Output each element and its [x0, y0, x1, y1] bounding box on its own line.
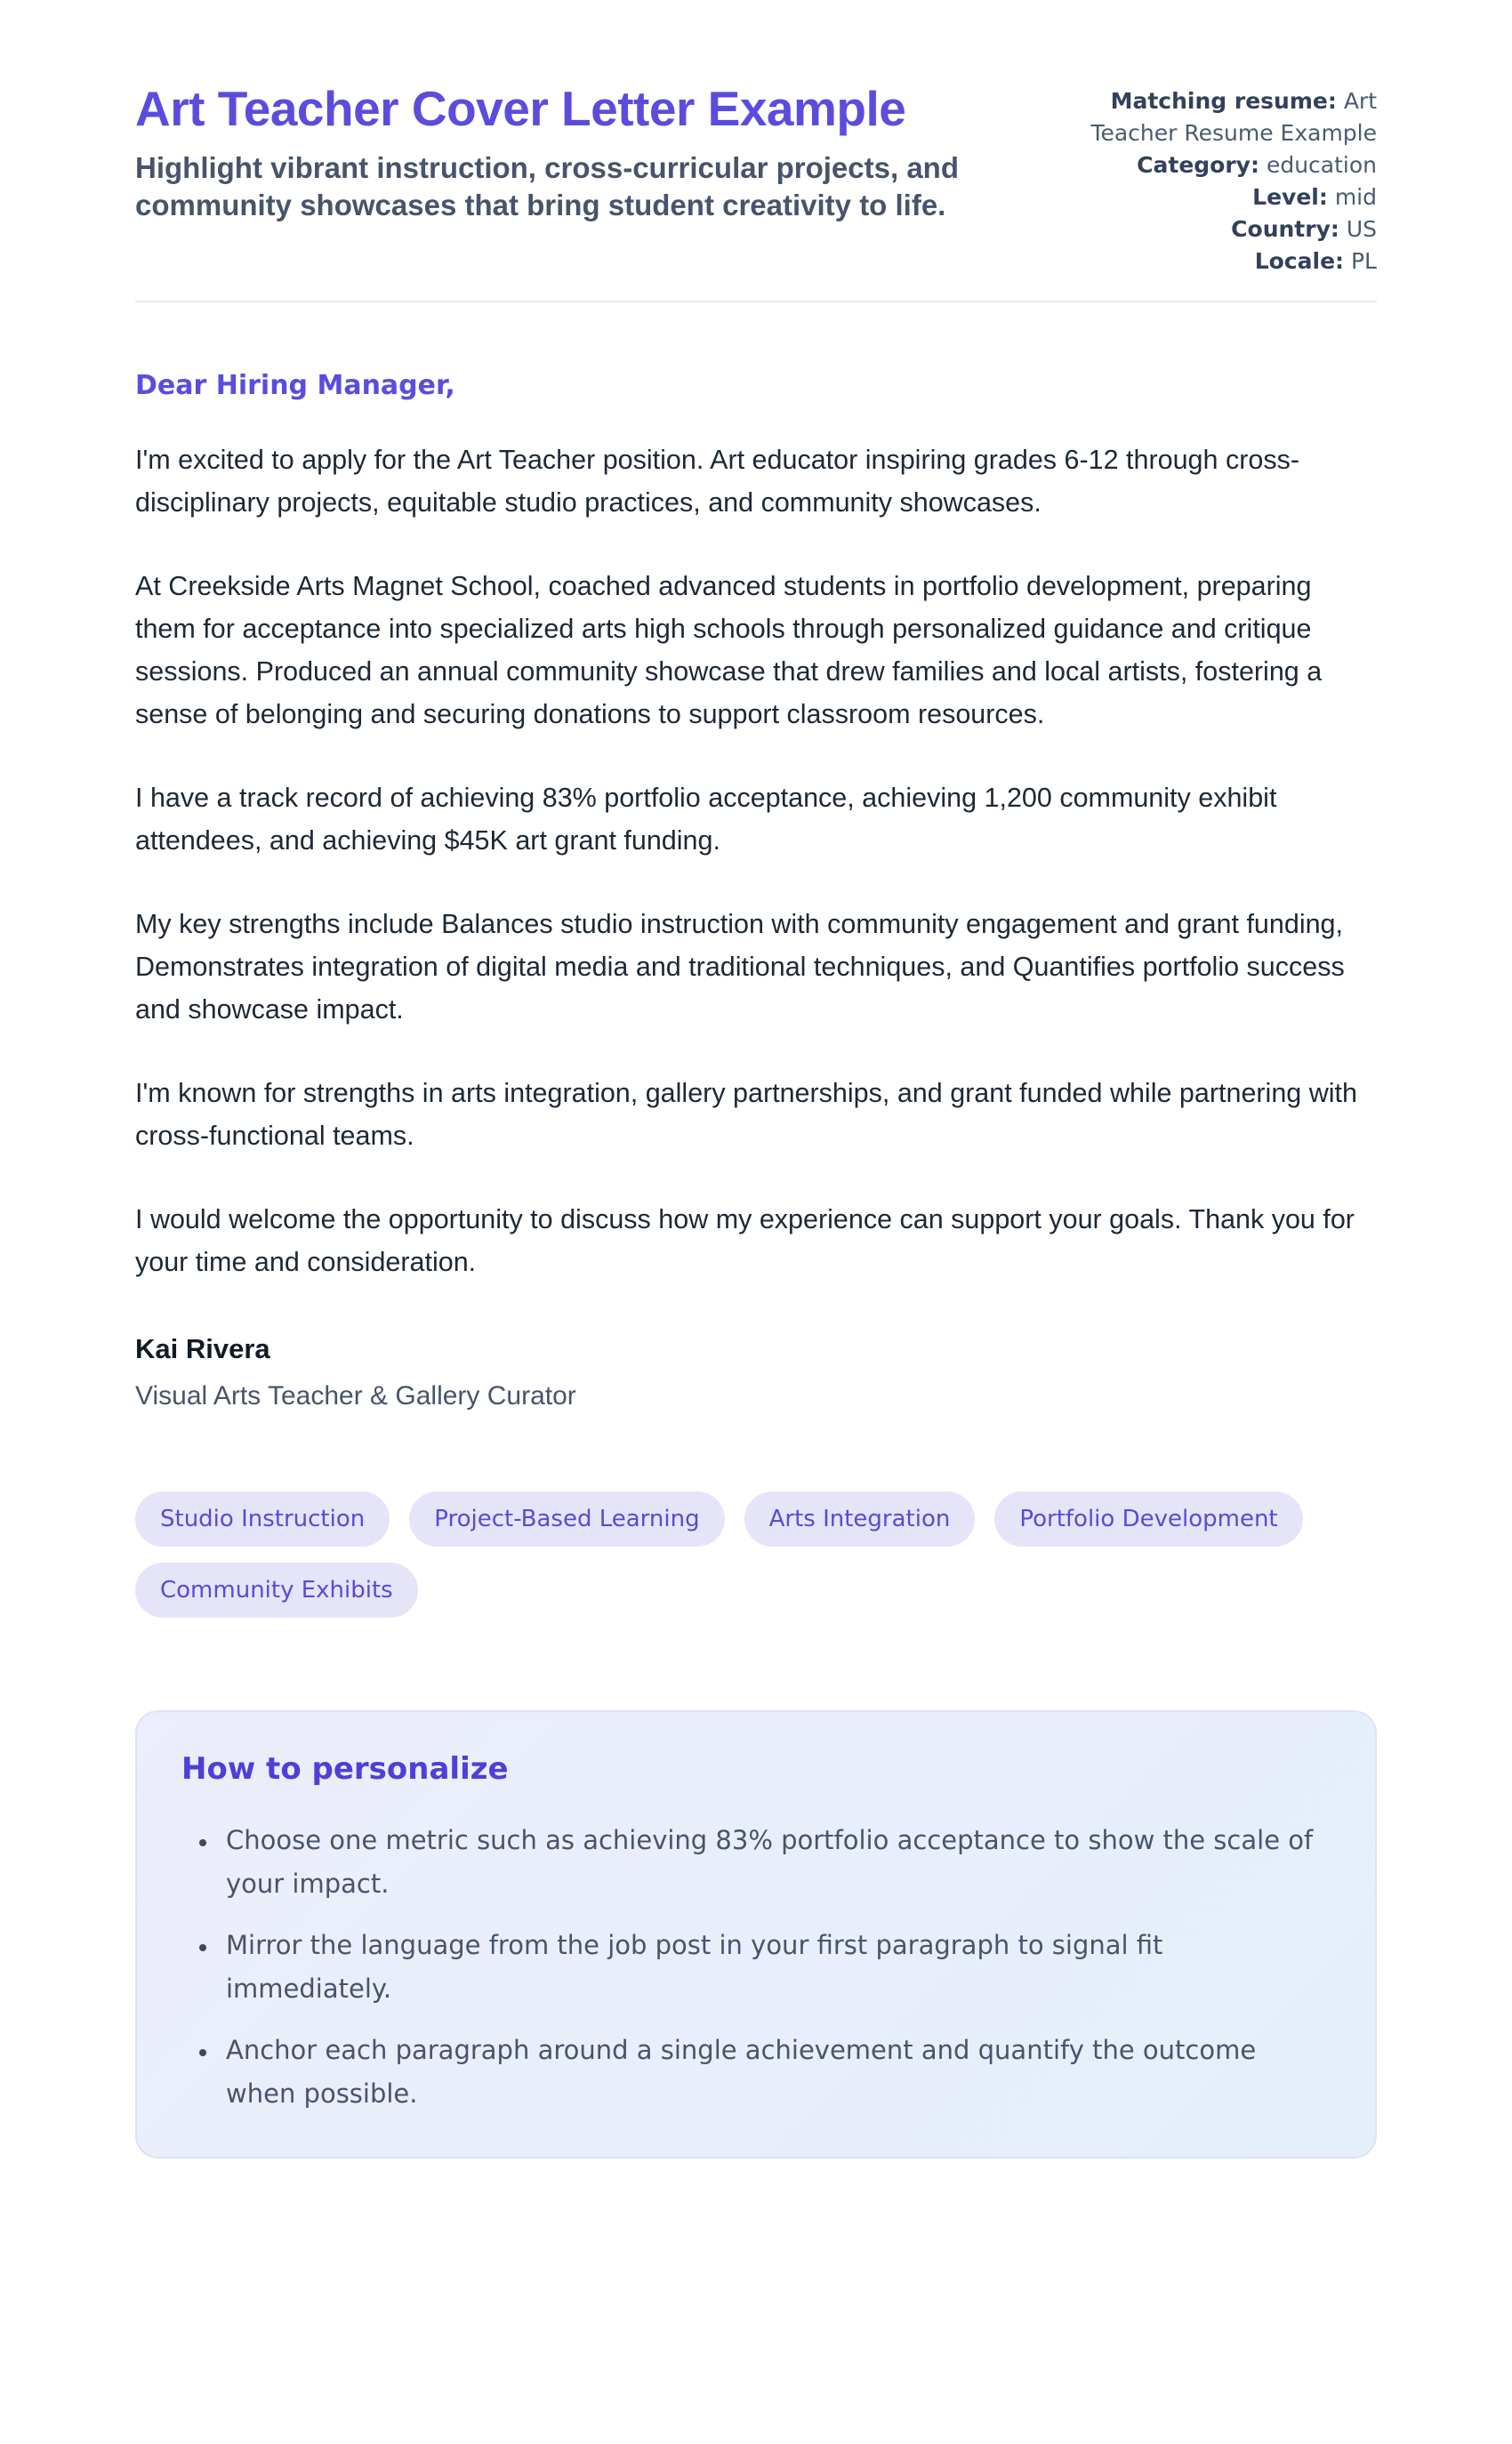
meta-value: PL — [1350, 248, 1377, 274]
meta-row-locale — [1070, 245, 1377, 277]
meta-row-country — [1070, 213, 1377, 245]
personalize-tip-text: Choose one metric such as achieving 83% portfolio acceptance to show the scale of your impact. — [226, 1825, 1314, 1899]
meta-value: mid — [1334, 184, 1377, 210]
letter-paragraph: I'm excited to apply for the Art Teacher position. Art educator inspiring grades 6-12 through cross-disciplinary projects, equitable studio practices, and community showcases. — [135, 445, 1299, 518]
meta-value: education — [1266, 152, 1377, 178]
signature-role: Visual Arts Teacher & Gallery Curator — [135, 1381, 576, 1411]
meta-label: Matching resume: — [1110, 88, 1337, 114]
personalize-tip — [219, 2029, 1331, 2116]
page-subtitle: Highlight vibrant instruction, cross-curricular projects, and community showcases that bring student creativity to life. — [135, 151, 959, 221]
letter-paragraph: I would welcome the opportunity to discuss how my experience can support your goals. Thank you for your time and consideration. — [135, 1204, 1355, 1277]
personalize-tip — [219, 1819, 1331, 1906]
cover-letter-body — [135, 370, 1377, 1618]
letter-paragraph: I'm known for strengths in arts integration, gallery partnerships, and grant funded while partnering with cross-functional teams. — [135, 1078, 1357, 1151]
meta-label: Category: — [1137, 152, 1259, 178]
meta-value: Art Teacher Resume Example — [1090, 88, 1377, 146]
skill-tag[interactable]: Arts Integration — [744, 1491, 976, 1547]
signature-name: Kai Rivera — [135, 1333, 270, 1364]
cover-letter-page — [135, 0, 1377, 2159]
header-title-block — [135, 82, 1033, 224]
personalize-tip — [219, 1924, 1331, 2011]
page-title: Art Teacher Cover Letter Example — [135, 81, 906, 136]
personalize-title: How to personalize — [181, 1751, 509, 1787]
skill-tag[interactable]: Project-Based Learning — [409, 1491, 724, 1547]
personalize-tip-text: Anchor each paragraph around a single achievement and quantify the outcome when possible. — [226, 2035, 1257, 2109]
meta-row-matching-resume — [1070, 85, 1377, 149]
meta-row-level — [1070, 181, 1377, 213]
skill-tag[interactable]: Community Exhibits — [135, 1563, 418, 1618]
personalize-tips-list — [181, 1819, 1331, 2116]
letter-paragraph: I have a track record of achieving 83% portfolio acceptance, achieving 1,200 community exhibit attendees, and achieving $45K art grant funding. — [135, 783, 1277, 856]
salutation: Dear Hiring Manager, — [135, 370, 455, 401]
resume-meta-panel — [1070, 82, 1377, 277]
meta-value: US — [1346, 216, 1377, 242]
personalize-tip-text: Mirror the language from the job post in your first paragraph to signal fit immediately. — [226, 1930, 1163, 2004]
letter-paragraph: At Creekside Arts Magnet School, coached advanced students in portfolio development, preparing them for acceptance into specialized arts high schools through personalized guidance and critique sessions. Produced an annual community showcase that drew families and local artists, fostering a sense of belonging and securing donations to support classroom resources. — [135, 571, 1323, 729]
skill-tags — [135, 1491, 1377, 1618]
meta-label: Country: — [1231, 216, 1339, 242]
meta-row-category — [1070, 149, 1377, 181]
skill-tag[interactable]: Portfolio Development — [994, 1491, 1302, 1547]
skill-tag[interactable]: Studio Instruction — [135, 1491, 390, 1547]
meta-label: Level: — [1252, 184, 1328, 210]
how-to-personalize-card — [135, 1710, 1377, 2159]
letter-paragraph: My key strengths include Balances studio instruction with community engagement and grant funding, Demonstrates integration of digital media and traditional techniques, and Quantifies portfolio success and showcase impact. — [135, 909, 1345, 1025]
meta-label: Locale: — [1254, 248, 1345, 274]
page-header — [135, 82, 1377, 302]
